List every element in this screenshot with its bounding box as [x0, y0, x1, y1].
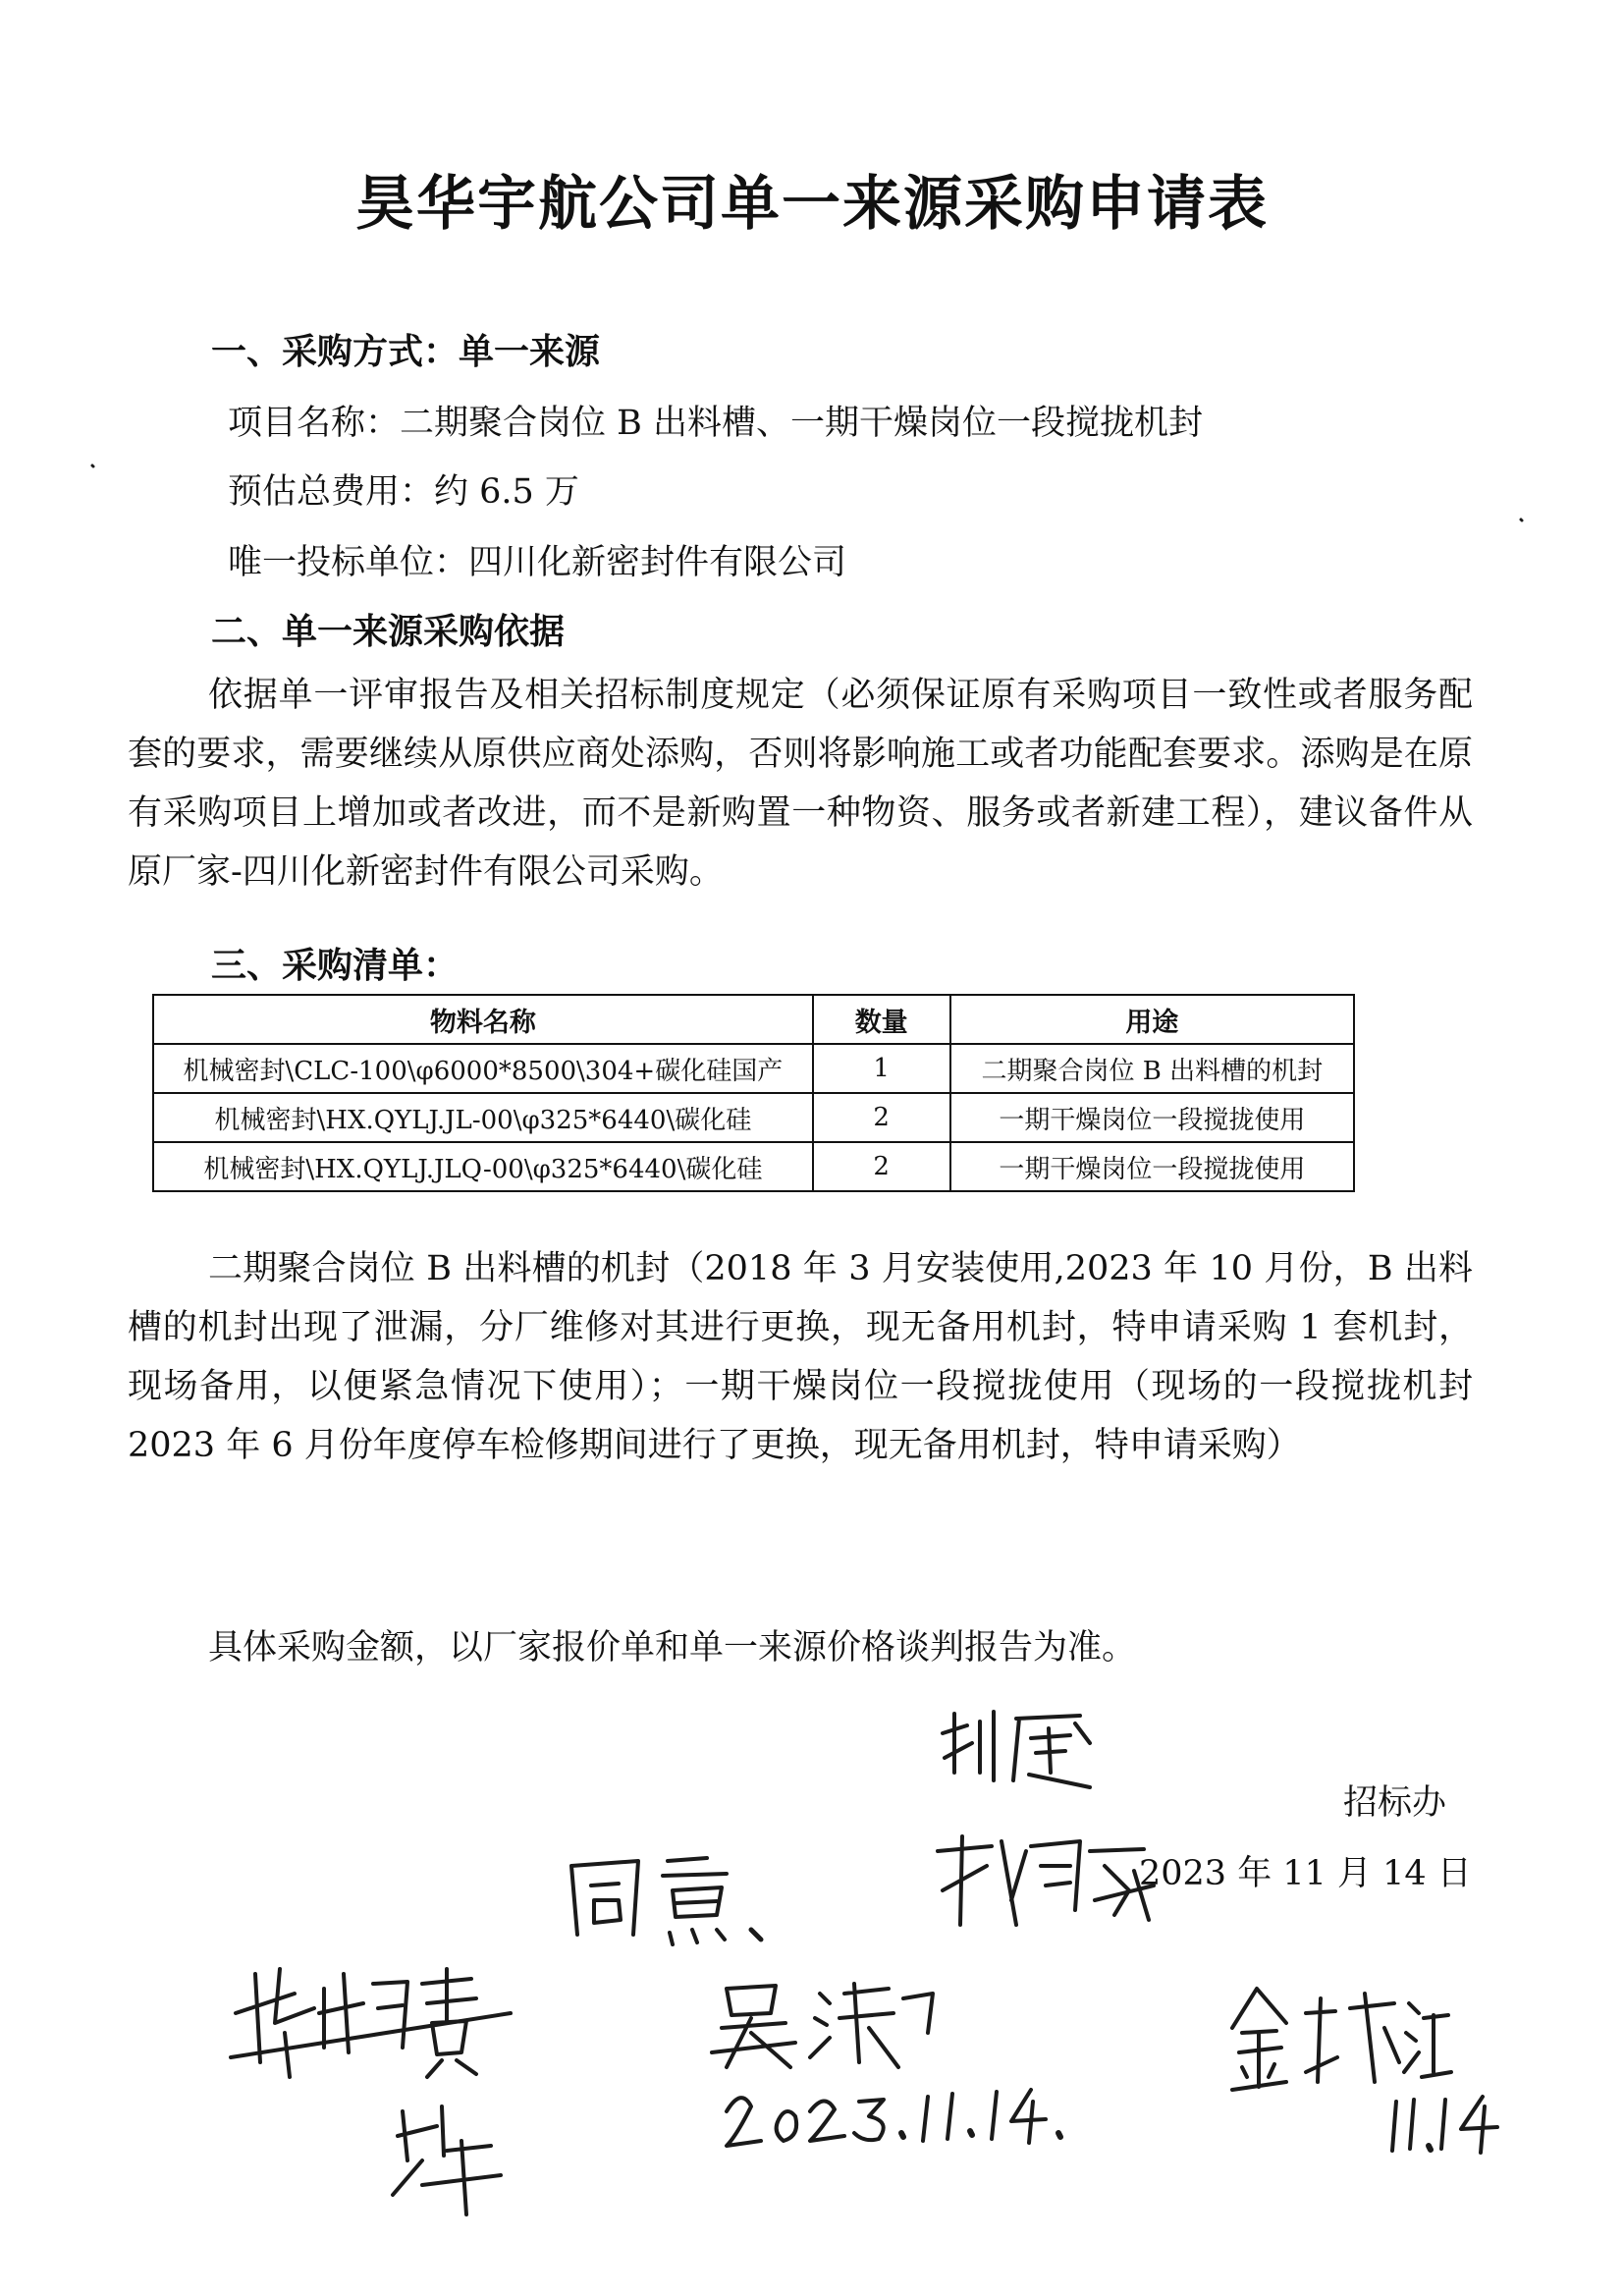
scan-dot [88, 462, 98, 471]
handwritten-date-right [1384, 2092, 1502, 2160]
table-row [153, 1093, 1354, 1142]
table-header-row [153, 995, 1354, 1044]
table-cell: 一期干燥岗位一段搅拢使用 [950, 1093, 1354, 1142]
procurement-basis-paragraph [128, 666, 1473, 902]
issue-date: 2023 年 11 月 14 日 [1139, 1854, 1472, 1893]
project-name: 项目名称：二期聚合岗位 B 出料槽、一期干燥岗位一段搅拢机封 [228, 404, 1203, 443]
explanation-text: 二期聚合岗位 B 出料槽的机封（2018 年 3 月安装使用,2023 年 10 月份，B 出料槽的机封出现了泄漏，分厂维修对其进行更换，现无备用机封，特申请采购 1 套机封，现场备用，以便紧急情况下使用）；一期干燥岗位一段搅拢使用（现场的一段搅拢机封 2023 年 6 月份年度停车检修期间进行了更换，现无备用机封，特申请采购） [128, 1249, 1473, 1465]
sole-bidder: 唯一投标单位：四川化新密封件有限公司 [228, 543, 847, 582]
signature-middle [707, 1974, 962, 2082]
section1-heading: 一、采购方式：单一来源 [211, 332, 601, 372]
signature-top [933, 1704, 1100, 1792]
table-cell: 1 [813, 1044, 950, 1093]
table-cell: 二期聚合岗位 B 出料槽的机封 [950, 1044, 1354, 1093]
signature-right [1227, 1974, 1453, 2102]
table-header-cell: 数量 [813, 995, 950, 1044]
issuing-office: 招标办 [1343, 1783, 1447, 1823]
table-cell: 2 [813, 1142, 950, 1191]
section2-heading: 二、单一来源采购依据 [211, 612, 566, 652]
table-row [153, 1044, 1354, 1093]
estimated-cost: 预估总费用：约 6.5 万 [228, 472, 579, 512]
procurement-list-table [152, 994, 1355, 1192]
procurement-basis-text: 依据单一评审报告及相关招标制度规定（必须保证原有采购项目一致性或者服务配套的要求，需要继续从原供应商处添购，否则将影响施工或者功能配套要求。添购是在原有采购项目上增加或者改进，而不是新购置一种物资、服务或者新建工程），建议备件从原厂家-四川化新密封件有限公司采购。 [128, 676, 1473, 892]
table-row [153, 1142, 1354, 1191]
table-cell: 机械密封\CLC-100\φ6000*8500\304+碳化硅国产 [153, 1044, 813, 1093]
table-cell: 一期干燥岗位一段搅拢使用 [950, 1142, 1354, 1191]
final-note-paragraph [128, 1618, 1473, 1677]
table-cell: 机械密封\HX.QYLJ.JL-00\φ325*6440\碳化硅 [153, 1093, 813, 1142]
mark-under-left [383, 2102, 520, 2219]
document-title: 昊华宇航公司单一来源采购申请表 [355, 170, 1269, 239]
table-cell: 机械密封\HX.QYLJ.JLQ-00\φ325*6440\碳化硅 [153, 1142, 813, 1191]
table-header-cell: 用途 [950, 995, 1354, 1044]
scan-dot [1517, 516, 1527, 525]
signature-middle-right [933, 1831, 1159, 1940]
section3-heading: 三、采购清单： [211, 946, 460, 986]
approval-handwriting [560, 1846, 776, 1954]
final-note-text: 具体采购金额，以厂家报价单和单一来源价格谈判报告为准。 [208, 1628, 1137, 1667]
signature-left [226, 1954, 520, 2082]
table-cell: 2 [813, 1093, 950, 1142]
table-header-cell: 物料名称 [153, 995, 813, 1044]
handwritten-date [717, 2072, 1070, 2160]
explanation-paragraph [128, 1239, 1473, 1475]
